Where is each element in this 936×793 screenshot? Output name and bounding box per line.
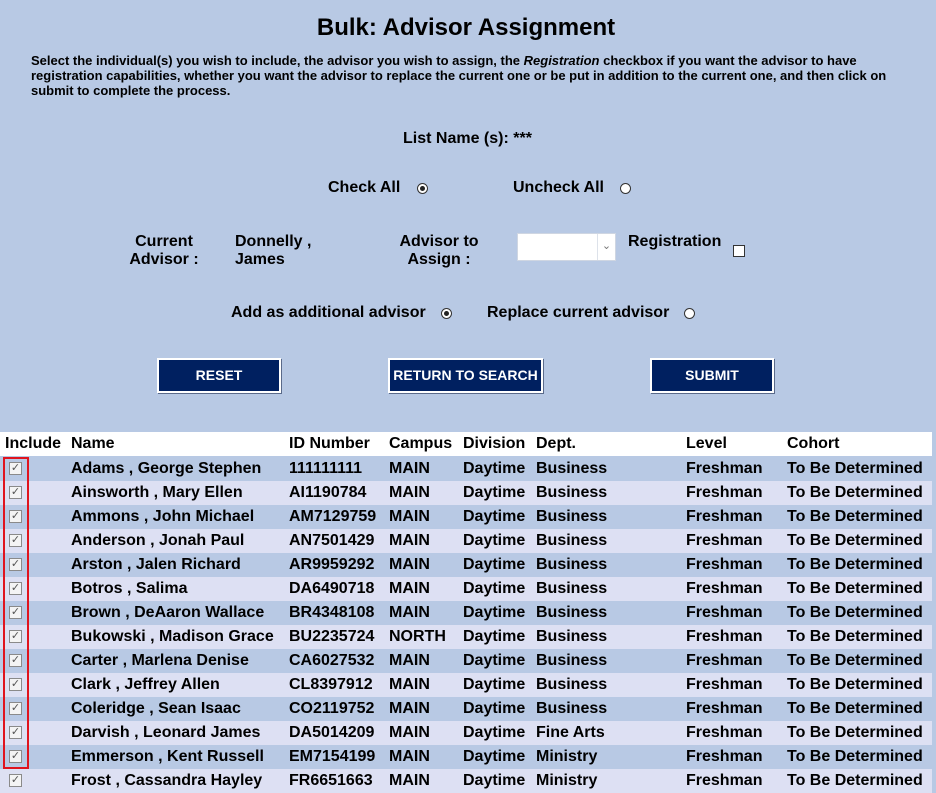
uncheck-all-radio[interactable] xyxy=(620,183,631,194)
table-row xyxy=(0,529,932,553)
submit-button[interactable]: SUBMIT xyxy=(650,358,774,393)
header-cohort: Cohort xyxy=(787,435,840,452)
instructions: Select the individual(s) you wish to include, the advisor you wish to assign, the Registration checkbox if you want the advisor to have registration capabilities, whether you want the advisor to replace the current one or be put in addition to the current one, and then click on submit to complete the process. xyxy=(31,53,887,98)
cell-cohort: To Be Determined xyxy=(787,628,923,645)
cell-id-number: EM7154199 xyxy=(289,748,376,765)
cell-campus: MAIN xyxy=(389,484,430,501)
cell-level: Freshman xyxy=(686,652,763,669)
uncheck-all-label: Uncheck All xyxy=(513,179,604,196)
cell-id-number: AM7129759 xyxy=(289,508,377,525)
cell-cohort: To Be Determined xyxy=(787,604,923,621)
cell-campus: MAIN xyxy=(389,508,430,525)
cell-id-number: CA6027532 xyxy=(289,652,375,669)
cell-name: Frost , Cassandra Hayley xyxy=(71,772,263,789)
cell-dept: Business xyxy=(536,676,608,693)
return-to-search-button[interactable]: RETURN TO SEARCH xyxy=(388,358,543,393)
cell-level: Freshman xyxy=(686,556,763,573)
cell-name: Darvish , Leonard James xyxy=(71,724,261,741)
table-row xyxy=(0,697,932,721)
add-advisor-label: Add as additional advisor xyxy=(231,304,426,321)
include-checkbox[interactable]: ✓ xyxy=(10,654,21,666)
cell-name: Carter , Marlena Denise xyxy=(71,652,249,669)
check-all-label: Check All xyxy=(328,179,401,196)
cell-id-number: AN7501429 xyxy=(289,532,375,549)
list-name-value: *** xyxy=(513,130,532,147)
cell-cohort: To Be Determined xyxy=(787,532,923,549)
cell-campus: MAIN xyxy=(389,532,430,549)
table-row xyxy=(0,457,932,481)
cell-cohort: To Be Determined xyxy=(787,508,923,525)
include-checkbox[interactable]: ✓ xyxy=(10,534,21,546)
replace-advisor-label: Replace current advisor xyxy=(487,304,670,321)
include-checkbox[interactable]: ✓ xyxy=(10,774,21,786)
cell-name: Clark , Jeffrey Allen xyxy=(71,676,220,693)
cell-id-number: CO2119752 xyxy=(289,700,375,717)
include-checkbox[interactable]: ✓ xyxy=(10,702,21,714)
registration-label: Registration xyxy=(628,233,722,250)
reset-button[interactable]: RESET xyxy=(157,358,281,393)
include-checkbox[interactable]: ✓ xyxy=(10,606,21,618)
cell-division: Daytime xyxy=(463,556,526,573)
table-row xyxy=(0,505,932,529)
cell-campus: NORTH xyxy=(389,628,446,645)
cell-dept: Business xyxy=(536,700,608,717)
cell-cohort: To Be Determined xyxy=(787,556,923,573)
cell-level: Freshman xyxy=(686,580,763,597)
check-all-radio[interactable] xyxy=(417,183,428,194)
table-row xyxy=(0,577,932,601)
cell-campus: MAIN xyxy=(389,580,430,597)
cell-id-number: 111111111 xyxy=(289,460,363,477)
cell-dept: Business xyxy=(536,652,608,669)
table-row xyxy=(0,649,932,673)
cell-dept: Ministry xyxy=(536,748,598,765)
cell-division: Daytime xyxy=(463,484,526,501)
cell-id-number: DA5014209 xyxy=(289,724,375,741)
include-checkbox[interactable]: ✓ xyxy=(10,750,21,762)
cell-campus: MAIN xyxy=(389,556,430,573)
cell-level: Freshman xyxy=(686,772,763,789)
cell-name: Arston , Jalen Richard xyxy=(71,556,241,573)
header-name: Name xyxy=(71,435,115,452)
cell-level: Freshman xyxy=(686,532,763,549)
cell-dept: Business xyxy=(536,508,608,525)
current-advisor-label: Current Advisor : xyxy=(129,233,199,268)
cell-name: Bukowski , Madison Grace xyxy=(71,628,274,645)
cell-name: Adams , George Stephen xyxy=(71,460,262,477)
cell-level: Freshman xyxy=(686,484,763,501)
header-level: Level xyxy=(686,435,727,452)
add-advisor-radio[interactable] xyxy=(441,308,452,319)
table-row xyxy=(0,625,932,649)
cell-dept: Business xyxy=(536,628,608,645)
cell-id-number: CL8397912 xyxy=(289,676,373,693)
cell-cohort: To Be Determined xyxy=(787,484,923,501)
cell-campus: MAIN xyxy=(389,700,430,717)
cell-id-number: FR6651663 xyxy=(289,772,373,789)
cell-level: Freshman xyxy=(686,604,763,621)
cell-cohort: To Be Determined xyxy=(787,772,923,789)
cell-division: Daytime xyxy=(463,460,526,477)
cell-cohort: To Be Determined xyxy=(787,700,923,717)
header-division: Division xyxy=(463,435,526,452)
header-id-number: ID Number xyxy=(289,435,370,452)
cell-dept: Business xyxy=(536,532,608,549)
cell-cohort: To Be Determined xyxy=(787,748,923,765)
header-include: Include xyxy=(5,435,62,452)
cell-id-number: AR9959292 xyxy=(289,556,375,573)
cell-level: Freshman xyxy=(686,724,763,741)
table-header xyxy=(0,432,932,456)
advisor-select[interactable] xyxy=(517,233,616,261)
cell-division: Daytime xyxy=(463,508,526,525)
replace-advisor-radio[interactable] xyxy=(684,308,695,319)
cell-division: Daytime xyxy=(463,676,526,693)
table-row xyxy=(0,769,932,793)
cell-dept: Business xyxy=(536,460,608,477)
cell-level: Freshman xyxy=(686,508,763,525)
page-title: Bulk: Advisor Assignment xyxy=(316,14,616,41)
cell-dept: Business xyxy=(536,556,608,573)
cell-level: Freshman xyxy=(686,700,763,717)
cell-campus: MAIN xyxy=(389,676,430,693)
cell-name: Anderson , Jonah Paul xyxy=(71,532,245,549)
cell-dept: Fine Arts xyxy=(536,724,605,741)
include-checkbox[interactable]: ✓ xyxy=(10,462,21,474)
include-column-highlight xyxy=(3,457,29,769)
include-checkbox[interactable]: ✓ xyxy=(10,678,21,690)
cell-division: Daytime xyxy=(463,772,526,789)
cell-cohort: To Be Determined xyxy=(787,652,923,669)
cell-name: Coleridge , Sean Isaac xyxy=(71,700,241,717)
cell-division: Daytime xyxy=(463,628,526,645)
cell-cohort: To Be Determined xyxy=(787,676,923,693)
cell-division: Daytime xyxy=(463,700,526,717)
cell-id-number: AI1190784 xyxy=(289,484,367,501)
registration-checkbox[interactable] xyxy=(733,245,745,257)
header-campus: Campus xyxy=(389,435,453,452)
cell-name: Ainsworth , Mary Ellen xyxy=(71,484,243,501)
cell-dept: Ministry xyxy=(536,772,598,789)
cell-name: Emmerson , Kent Russell xyxy=(71,748,264,765)
cell-level: Freshman xyxy=(686,628,763,645)
table-row xyxy=(0,673,932,697)
cell-name: Brown , DeAaron Wallace xyxy=(71,604,265,621)
cell-level: Freshman xyxy=(686,748,763,765)
cell-cohort: To Be Determined xyxy=(787,724,923,741)
table-row xyxy=(0,481,932,505)
cell-name: Botros , Salima xyxy=(71,580,188,597)
chevron-down-icon: ⌄ xyxy=(597,234,615,260)
cell-dept: Business xyxy=(536,580,608,597)
include-checkbox[interactable]: ✓ xyxy=(10,510,21,522)
cell-dept: Business xyxy=(536,604,608,621)
table-row xyxy=(0,553,932,577)
include-checkbox[interactable]: ✓ xyxy=(10,582,21,594)
cell-campus: MAIN xyxy=(389,748,430,765)
cell-campus: MAIN xyxy=(389,772,430,789)
list-name-label: List Name (s): xyxy=(403,130,509,147)
cell-division: Daytime xyxy=(463,532,526,549)
include-checkbox[interactable]: ✓ xyxy=(10,486,21,498)
cell-division: Daytime xyxy=(463,580,526,597)
header-dept: Dept. xyxy=(536,435,576,452)
cell-campus: MAIN xyxy=(389,604,430,621)
cell-level: Freshman xyxy=(686,460,763,477)
table-row xyxy=(0,721,932,745)
cell-campus: MAIN xyxy=(389,460,430,477)
advisor-to-assign-label: Advisor to Assign : xyxy=(399,233,479,268)
cell-id-number: BR4348108 xyxy=(289,604,375,621)
cell-division: Daytime xyxy=(463,652,526,669)
cell-campus: MAIN xyxy=(389,652,430,669)
include-checkbox[interactable]: ✓ xyxy=(10,726,21,738)
table-row xyxy=(0,601,932,625)
include-checkbox[interactable]: ✓ xyxy=(10,630,21,642)
cell-campus: MAIN xyxy=(389,724,430,741)
current-advisor-value: Donnelly , James xyxy=(235,233,312,268)
cell-id-number: DA6490718 xyxy=(289,580,375,597)
cell-division: Daytime xyxy=(463,604,526,621)
cell-level: Freshman xyxy=(686,676,763,693)
cell-name: Ammons , John Michael xyxy=(71,508,255,525)
cell-division: Daytime xyxy=(463,724,526,741)
include-checkbox[interactable]: ✓ xyxy=(10,558,21,570)
cell-id-number: BU2235724 xyxy=(289,628,375,645)
table-row xyxy=(0,745,932,769)
cell-cohort: To Be Determined xyxy=(787,460,923,477)
cell-division: Daytime xyxy=(463,748,526,765)
cell-dept: Business xyxy=(536,484,608,501)
list-name xyxy=(403,130,532,148)
cell-cohort: To Be Determined xyxy=(787,580,923,597)
